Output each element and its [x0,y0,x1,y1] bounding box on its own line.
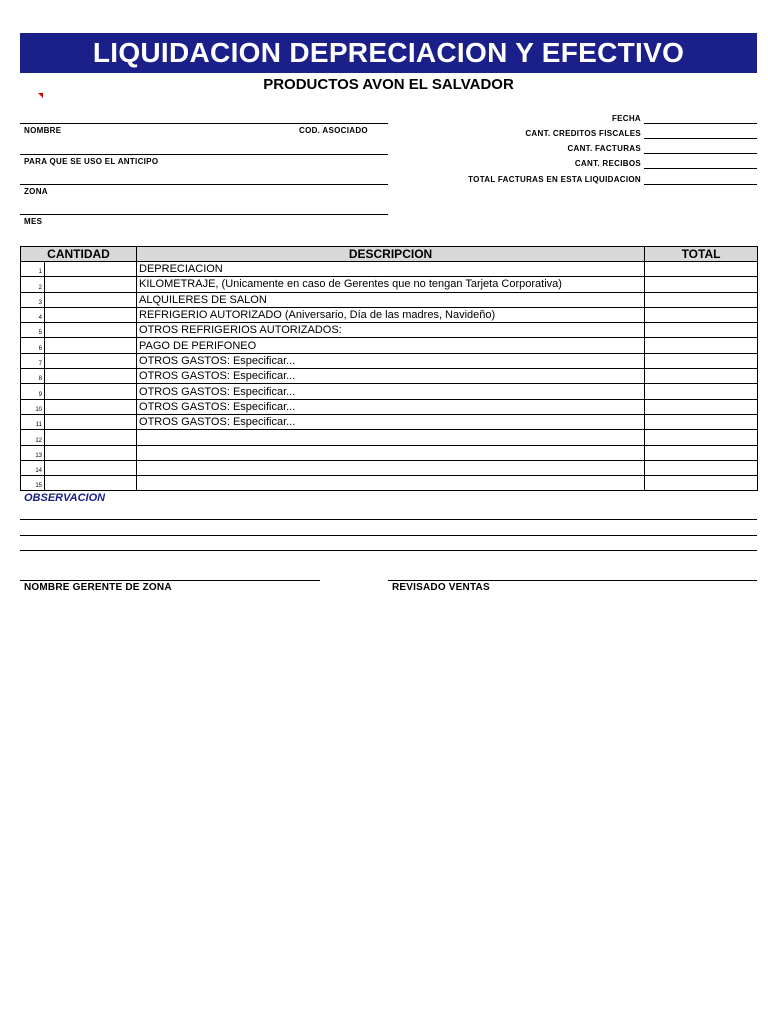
cantidad-cell[interactable] [45,460,137,475]
descripcion-cell[interactable]: KILOMETRAJE, (Unicamente en caso de Gerentes que no tengan Tarjeta Corporativa) [137,277,645,292]
cantidad-cell[interactable] [45,338,137,353]
row-number: 14 [21,460,45,475]
cantidad-cell[interactable] [45,353,137,368]
total-cell[interactable] [645,262,758,277]
table-row [21,323,758,338]
descripcion-cell[interactable]: OTROS GASTOS: Especificar... [137,399,645,414]
cantidad-cell[interactable] [45,430,137,445]
nombre-line[interactable] [20,123,388,124]
row-number: 3 [21,292,45,307]
cod-asociado-label: COD. ASOCIADO [299,126,368,135]
table-row [21,262,758,277]
zona-label: ZONA [24,187,48,196]
descripcion-cell[interactable]: REFRIGERIO AUTORIZADO (Aniversario, Día de las madres, Navideño) [137,307,645,322]
total-cell[interactable] [645,430,758,445]
row-number: 8 [21,369,45,384]
nombre-label: NOMBRE [24,126,62,135]
descripcion-cell[interactable]: OTROS GASTOS: Especificar... [137,384,645,399]
cantidad-cell[interactable] [45,476,137,491]
gerente-signature-line[interactable] [20,580,320,581]
total-cell[interactable] [645,277,758,292]
table-row [21,307,758,322]
descripcion-header: DESCRIPCION [137,247,645,262]
total-cell[interactable] [645,292,758,307]
row-number: 15 [21,476,45,491]
descripcion-cell[interactable]: ALQUILERES DE SALON [137,292,645,307]
row-number: 2 [21,277,45,292]
descripcion-cell[interactable] [137,430,645,445]
table-row [21,414,758,429]
table-row [21,430,758,445]
descripcion-cell[interactable] [137,445,645,460]
total-cell[interactable] [645,307,758,322]
total-facturas-line[interactable] [644,184,757,185]
total-cell[interactable] [645,399,758,414]
cantidad-cell[interactable] [45,262,137,277]
row-number: 11 [21,414,45,429]
cantidad-cell[interactable] [45,445,137,460]
table-row [21,460,758,475]
document-title: LIQUIDACION DEPRECIACION Y EFECTIVO [20,33,757,73]
document-subtitle: PRODUCTOS AVON EL SALVADOR [263,76,514,93]
cantidad-cell[interactable] [45,384,137,399]
row-number: 1 [21,262,45,277]
observacion-label: OBSERVACION [24,492,106,504]
total-cell[interactable] [645,460,758,475]
facturas-line[interactable] [644,153,757,154]
row-number: 9 [21,384,45,399]
total-cell[interactable] [645,323,758,338]
row-number: 10 [21,399,45,414]
revisado-signature-label: REVISADO VENTAS [392,582,490,593]
descripcion-cell[interactable] [137,460,645,475]
table-row [21,353,758,368]
gerente-signature-label: NOMBRE GERENTE DE ZONA [24,582,172,593]
fecha-line[interactable] [644,123,757,124]
comment-marker-icon [38,93,43,98]
observacion-line-1[interactable] [20,519,757,520]
total-cell[interactable] [645,414,758,429]
total-cell[interactable] [645,338,758,353]
cantidad-header: CANTIDAD [21,247,137,262]
uso-anticipo-line[interactable] [20,154,388,155]
descripcion-cell[interactable]: OTROS GASTOS: Especificar... [137,369,645,384]
cantidad-cell[interactable] [45,292,137,307]
total-header: TOTAL [645,247,758,262]
mes-line[interactable] [20,214,388,215]
cantidad-cell[interactable] [45,399,137,414]
row-number: 7 [21,353,45,368]
table-row [21,338,758,353]
facturas-label: CANT. FACTURAS [567,144,641,153]
total-cell[interactable] [645,384,758,399]
total-cell[interactable] [645,353,758,368]
total-cell[interactable] [645,476,758,491]
cantidad-cell[interactable] [45,323,137,338]
descripcion-cell[interactable]: OTROS GASTOS: Especificar... [137,353,645,368]
recibos-line[interactable] [644,168,757,169]
table-row [21,476,758,491]
total-cell[interactable] [645,369,758,384]
row-number: 12 [21,430,45,445]
mes-label: MES [24,217,43,226]
fecha-label: FECHA [611,114,641,123]
table-row [21,292,758,307]
observacion-line-3[interactable] [20,550,757,551]
observacion-line-2[interactable] [20,535,757,536]
creditos-fiscales-line[interactable] [644,138,757,139]
table-header-row [21,247,758,262]
total-cell[interactable] [645,445,758,460]
descripcion-cell[interactable] [137,476,645,491]
table-row [21,384,758,399]
cantidad-cell[interactable] [45,277,137,292]
uso-anticipo-label: PARA QUE SE USO EL ANTICIPO [24,157,159,166]
creditos-fiscales-label: CANT. CREDITOS FISCALES [525,129,641,138]
expense-table [20,246,758,491]
cantidad-cell[interactable] [45,414,137,429]
total-facturas-label: TOTAL FACTURAS EN ESTA LIQUIDACION [468,175,641,184]
row-number: 6 [21,338,45,353]
descripcion-cell[interactable]: PAGO DE PERIFONEO [137,338,645,353]
descripcion-cell[interactable]: DEPRECIACION [137,262,645,277]
descripcion-cell[interactable]: OTROS REFRIGERIOS AUTORIZADOS: [137,323,645,338]
table-row [21,369,758,384]
table-row [21,277,758,292]
recibos-label: CANT. RECIBOS [574,159,641,168]
descripcion-cell[interactable]: OTROS GASTOS: Especificar... [137,414,645,429]
row-number: 4 [21,307,45,322]
zona-line[interactable] [20,184,388,185]
revisado-signature-line[interactable] [388,580,757,581]
cantidad-cell[interactable] [45,307,137,322]
cantidad-cell[interactable] [45,369,137,384]
table-row [21,445,758,460]
row-number: 13 [21,445,45,460]
table-row [21,399,758,414]
row-number: 5 [21,323,45,338]
